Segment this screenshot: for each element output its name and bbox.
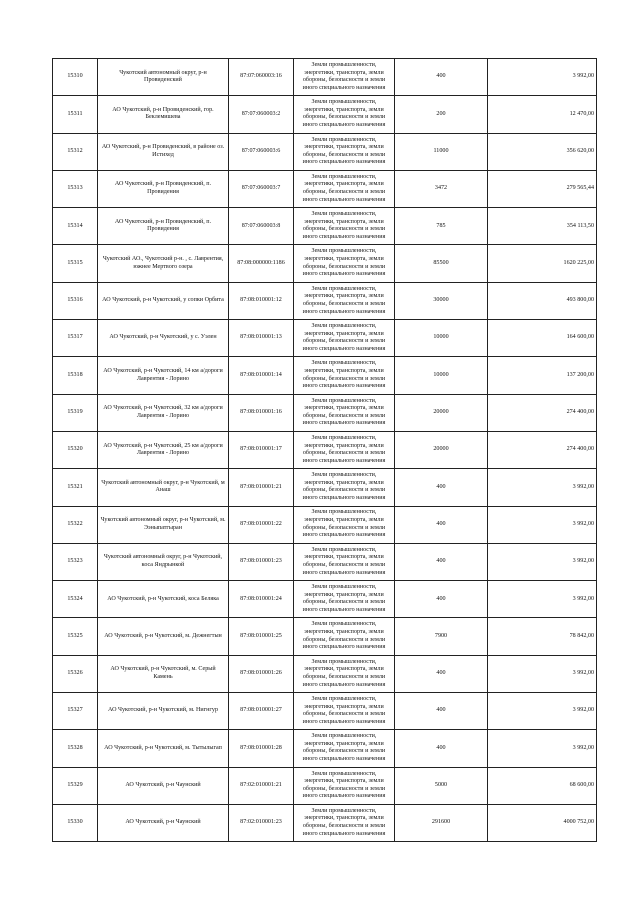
cadastral-number-cell: 87:07:060003:6: [229, 133, 294, 170]
land-category-cell: Земли промышленности, энергетики, транспорта, земли обороны, безопасности и земли иного специального назначения: [294, 506, 395, 543]
cadastral-cost-cell: 3 992,00: [488, 506, 597, 543]
area-cell: 400: [395, 469, 488, 506]
cadastral-cost-cell: 274 400,00: [488, 431, 597, 468]
area-cell: 400: [395, 543, 488, 580]
cadastral-number-cell: 87:08:010001:27: [229, 693, 294, 730]
cadastral-number-cell: 87:08:010001:13: [229, 320, 294, 357]
table-row: [53, 431, 597, 468]
area-cell: 85500: [395, 245, 488, 282]
row-number: 15317: [53, 320, 98, 357]
address-cell: Чукотский автономный округ, р-н Чукотский, коса Яндрынкой: [98, 543, 229, 580]
row-number: 15314: [53, 208, 98, 245]
land-category-cell: Земли промышленности, энергетики, транспорта, земли обороны, безопасности и земли иного специального назначения: [294, 693, 395, 730]
cadastral-cost-cell: 3 992,00: [488, 730, 597, 767]
cadastral-number-cell: 87:08:010001:25: [229, 618, 294, 655]
address-cell: АО Чукотский, р-н Провиденский, п. Провидения: [98, 208, 229, 245]
row-number: 15320: [53, 431, 98, 468]
land-category-cell: Земли промышленности, энергетики, транспорта, земли обороны, безопасности и земли иного специального назначения: [294, 357, 395, 394]
cadastral-number-cell: 87:08:010001:22: [229, 506, 294, 543]
cadastral-number-cell: 87:08:010001:14: [229, 357, 294, 394]
address-cell: АО Чукотский, р-н Чукотский, 25 км а/дороги Лаврентия - Лорино: [98, 431, 229, 468]
area-cell: 3472: [395, 170, 488, 207]
table-row: [53, 506, 597, 543]
address-cell: Чукотский автономный округ, р-н Чукотский, м. Ээныпатгыран: [98, 506, 229, 543]
row-number: 15325: [53, 618, 98, 655]
address-cell: АО Чукотский, р-н Чукотский, у сопки Орбита: [98, 282, 229, 319]
address-cell: АО Чукотский, р-н Чаунский: [98, 804, 229, 841]
table-row: [53, 208, 597, 245]
area-cell: 400: [395, 581, 488, 618]
cadastral-cost-cell: 3 992,00: [488, 655, 597, 692]
cadastral-number-cell: 87:02:010001:23: [229, 804, 294, 841]
cadastral-cost-cell: 274 400,00: [488, 394, 597, 431]
address-cell: АО Чукотский, р-н Провиденский, п. Провидения: [98, 170, 229, 207]
cadastral-cost-cell: 3 992,00: [488, 693, 597, 730]
row-number: 15315: [53, 245, 98, 282]
cadastral-cost-cell: 68 600,00: [488, 767, 597, 804]
address-cell: АО Чукотский, р-н Чукотский, 32 км а/дороги Лаврентия - Лорино: [98, 394, 229, 431]
table-row: [53, 730, 597, 767]
land-category-cell: Земли промышленности, энергетики, транспорта, земли обороны, безопасности и земли иного специального назначения: [294, 170, 395, 207]
cadastral-cost-cell: 3 992,00: [488, 543, 597, 580]
table-row: [53, 170, 597, 207]
address-cell: АО Чукотский, р-н Чукотский, 14 км а/дороги Лаврентия - Лорино: [98, 357, 229, 394]
land-category-cell: Земли промышленности, энергетики, транспорта, земли обороны, безопасности и земли иного специального назначения: [294, 394, 395, 431]
row-number: 15326: [53, 655, 98, 692]
row-number: 15330: [53, 804, 98, 841]
area-cell: 400: [395, 655, 488, 692]
table-row: [53, 357, 597, 394]
row-number: 15318: [53, 357, 98, 394]
land-registry-table: [52, 58, 597, 842]
land-category-cell: Земли промышленности, энергетики, транспорта, земли обороны, безопасности и земли иного специального назначения: [294, 245, 395, 282]
area-cell: 11000: [395, 133, 488, 170]
table-row: [53, 767, 597, 804]
address-cell: АО Чукотский, р-н Чукотский, м. Нигнгур: [98, 693, 229, 730]
cadastral-cost-cell: 279 565,44: [488, 170, 597, 207]
land-category-cell: Земли промышленности, энергетики, транспорта, земли обороны, безопасности и земли иного специального назначения: [294, 804, 395, 841]
area-cell: 400: [395, 693, 488, 730]
area-cell: 10000: [395, 357, 488, 394]
cadastral-number-cell: 87:08:010001:12: [229, 282, 294, 319]
address-cell: Чукотский АО., Чукотский р-н. , с. Лаврентия, южнее Мертвого озера: [98, 245, 229, 282]
area-cell: 400: [395, 730, 488, 767]
address-cell: АО Чукотский, р-н Чукотский, м. Серый Камень: [98, 655, 229, 692]
address-cell: АО Чукотский, р-н Провиденский, гор. Беклемишева: [98, 96, 229, 133]
area-cell: 7900: [395, 618, 488, 655]
table-row: [53, 693, 597, 730]
row-number: 15313: [53, 170, 98, 207]
cadastral-cost-cell: 354 113,50: [488, 208, 597, 245]
land-category-cell: Земли промышленности, энергетики, транспорта, земли обороны, безопасности и земли иного специального назначения: [294, 618, 395, 655]
row-number: 15319: [53, 394, 98, 431]
area-cell: 200: [395, 96, 488, 133]
cadastral-number-cell: 87:07:060003:8: [229, 208, 294, 245]
table-row: [53, 618, 597, 655]
land-category-cell: Земли промышленности, энергетики, транспорта, земли обороны, безопасности и земли иного специального назначения: [294, 96, 395, 133]
cadastral-number-cell: 87:02:010001:21: [229, 767, 294, 804]
row-number: 15312: [53, 133, 98, 170]
table-row: [53, 282, 597, 319]
cadastral-number-cell: 87:07:060003:2: [229, 96, 294, 133]
address-cell: АО Чукотский, р-н Чукотский, м. Тытылыгап: [98, 730, 229, 767]
land-category-cell: Земли промышленности, энергетики, транспорта, земли обороны, безопасности и земли иного специального назначения: [294, 543, 395, 580]
cadastral-cost-cell: 3 992,00: [488, 469, 597, 506]
cadastral-number-cell: 87:07:060003:16: [229, 59, 294, 96]
cadastral-number-cell: 87:08:010001:23: [229, 543, 294, 580]
land-category-cell: Земли промышленности, энергетики, транспорта, земли обороны, безопасности и земли иного специального назначения: [294, 431, 395, 468]
address-cell: АО Чукотский, р-н Провиденский, в районе оз. Истихед: [98, 133, 229, 170]
area-cell: 291600: [395, 804, 488, 841]
table-row: [53, 804, 597, 841]
row-number: 15311: [53, 96, 98, 133]
cadastral-cost-cell: 164 600,00: [488, 320, 597, 357]
cadastral-number-cell: 87:07:060003:7: [229, 170, 294, 207]
area-cell: 400: [395, 59, 488, 96]
area-cell: 20000: [395, 431, 488, 468]
land-category-cell: Земли промышленности, энергетики, транспорта, земли обороны, безопасности и земли иного специального назначения: [294, 581, 395, 618]
cadastral-cost-cell: 4000 752,00: [488, 804, 597, 841]
land-category-cell: Земли промышленности, энергетики, транспорта, земли обороны, безопасности и земли иного специального назначения: [294, 655, 395, 692]
table-row: [53, 320, 597, 357]
cadastral-number-cell: 87:08:010001:28: [229, 730, 294, 767]
cadastral-number-cell: 87:08:010001:17: [229, 431, 294, 468]
table-row: [53, 245, 597, 282]
row-number: 15322: [53, 506, 98, 543]
land-category-cell: Земли промышленности, энергетики, транспорта, земли обороны, безопасности и земли иного специального назначения: [294, 208, 395, 245]
cadastral-number-cell: 87:08:010001:26: [229, 655, 294, 692]
row-number: 15327: [53, 693, 98, 730]
land-category-cell: Земли промышленности, энергетики, транспорта, земли обороны, безопасности и земли иного специального назначения: [294, 767, 395, 804]
table-row: [53, 581, 597, 618]
cadastral-cost-cell: 137 200,00: [488, 357, 597, 394]
land-category-cell: Земли промышленности, энергетики, транспорта, земли обороны, безопасности и земли иного специального назначения: [294, 59, 395, 96]
address-cell: АО Чукотский, р-н Чукотский, м. Дежнегтын: [98, 618, 229, 655]
cadastral-cost-cell: 78 842,00: [488, 618, 597, 655]
address-cell: АО Чукотский, р-н Чукотский, коса Беляка: [98, 581, 229, 618]
row-number: 15323: [53, 543, 98, 580]
land-category-cell: Земли промышленности, энергетики, транспорта, земли обороны, безопасности и земли иного специального назначения: [294, 320, 395, 357]
row-number: 15328: [53, 730, 98, 767]
area-cell: 20000: [395, 394, 488, 431]
row-number: 15316: [53, 282, 98, 319]
land-category-cell: Земли промышленности, энергетики, транспорта, земли обороны, безопасности и земли иного специального назначения: [294, 730, 395, 767]
cadastral-cost-cell: 12 470,00: [488, 96, 597, 133]
table-row: [53, 133, 597, 170]
row-number: 15329: [53, 767, 98, 804]
table-row: [53, 655, 597, 692]
address-cell: Чукотский автономный округ, р-н Чукотский, м Анаш: [98, 469, 229, 506]
area-cell: 30000: [395, 282, 488, 319]
address-cell: Чукотский автономный округ, р-н Провиденский: [98, 59, 229, 96]
table-row: [53, 394, 597, 431]
land-category-cell: Земли промышленности, энергетики, транспорта, земли обороны, безопасности и земли иного специального назначения: [294, 469, 395, 506]
cadastral-cost-cell: 493 800,00: [488, 282, 597, 319]
cadastral-number-cell: 87:08:010001:24: [229, 581, 294, 618]
area-cell: 785: [395, 208, 488, 245]
cadastral-cost-cell: 1620 225,00: [488, 245, 597, 282]
address-cell: АО Чукотский, р-н Чаунский: [98, 767, 229, 804]
table-row: [53, 543, 597, 580]
cadastral-number-cell: 87:08:010001:21: [229, 469, 294, 506]
cadastral-number-cell: 87:08:010001:16: [229, 394, 294, 431]
row-number: 15324: [53, 581, 98, 618]
table-row: [53, 469, 597, 506]
cadastral-cost-cell: 3 992,00: [488, 581, 597, 618]
row-number: 15321: [53, 469, 98, 506]
cadastral-cost-cell: 356 620,00: [488, 133, 597, 170]
land-category-cell: Земли промышленности, энергетики, транспорта, земли обороны, безопасности и земли иного специального назначения: [294, 133, 395, 170]
table-row: [53, 96, 597, 133]
cadastral-number-cell: 87:08:000000:1186: [229, 245, 294, 282]
cadastral-cost-cell: 3 992,00: [488, 59, 597, 96]
area-cell: 400: [395, 506, 488, 543]
table-body: [53, 59, 597, 842]
area-cell: 10000: [395, 320, 488, 357]
row-number: 15310: [53, 59, 98, 96]
land-category-cell: Земли промышленности, энергетики, транспорта, земли обороны, безопасности и земли иного специального назначения: [294, 282, 395, 319]
address-cell: АО Чукотский, р-н Чукотский, у с. Уэлен: [98, 320, 229, 357]
area-cell: 5000: [395, 767, 488, 804]
table-row: [53, 59, 597, 96]
